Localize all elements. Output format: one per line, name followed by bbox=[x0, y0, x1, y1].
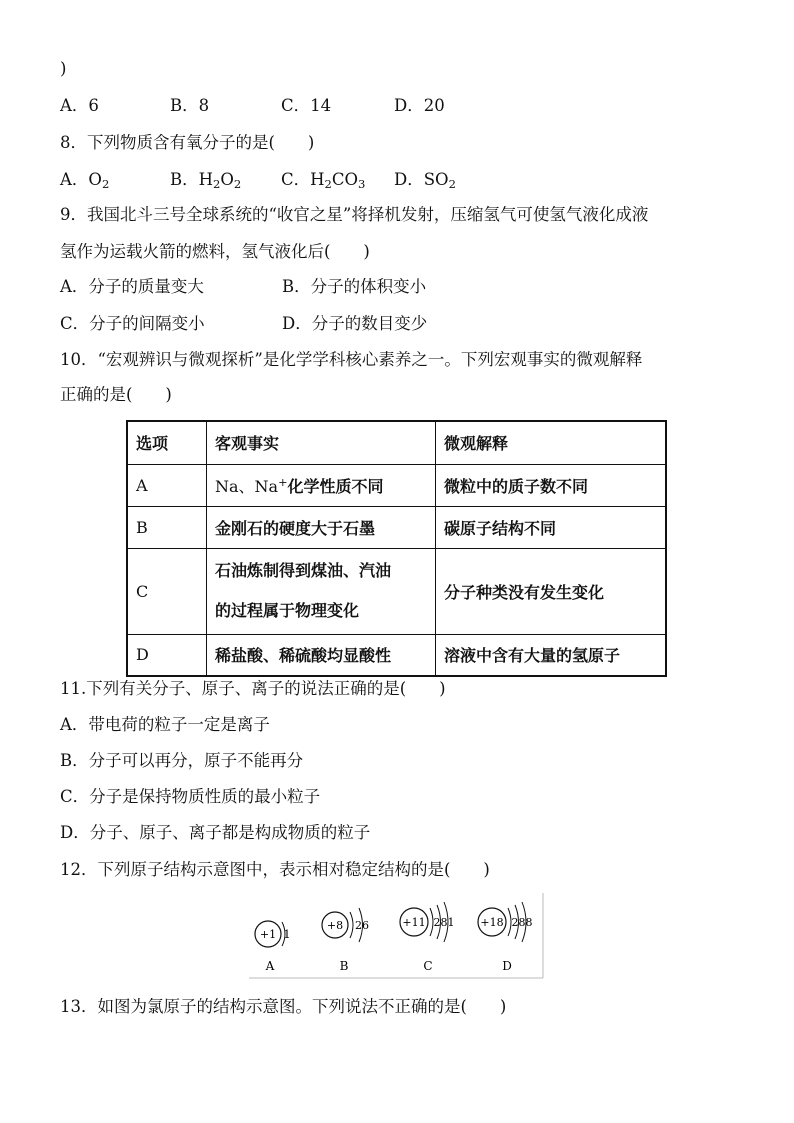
row-fact: 稀盐酸、稀硫酸均显酸性 bbox=[207, 634, 436, 676]
q9-option-c: C．分子的间隔变小 bbox=[60, 314, 205, 333]
table-header-row bbox=[127, 421, 666, 464]
atom-diagram-a bbox=[255, 921, 291, 973]
svg-text:+1: +1 bbox=[259, 928, 277, 941]
q7-stem-end: ) bbox=[60, 59, 67, 78]
q8-stem: 8．下列物质含有氧分子的是( ) bbox=[60, 133, 315, 152]
atom-diagram-b bbox=[322, 908, 369, 973]
q10-stem-line2: 正确的是( ) bbox=[60, 385, 172, 404]
table-row bbox=[127, 548, 666, 634]
atom-diagram-d bbox=[478, 902, 533, 973]
q7-option-d: D．20 bbox=[394, 96, 445, 115]
q7-option-c: C．14 bbox=[281, 96, 332, 115]
header-explanation: 微观解释 bbox=[436, 421, 667, 464]
q8-option-c: C．$H_2CO_3$ bbox=[281, 170, 366, 191]
row-explanation: 碳原子结构不同 bbox=[436, 506, 667, 548]
header-fact: 客观事实 bbox=[207, 421, 436, 464]
svg-text:281: 281 bbox=[433, 916, 455, 929]
table-row bbox=[127, 506, 666, 548]
q8-option-d: D．$SO_2$ bbox=[394, 170, 456, 191]
q8-option-a: A．$O_2$ bbox=[60, 170, 110, 191]
svg-text:D: D bbox=[502, 959, 512, 973]
q10-stem-line1: 10．“宏观辨识与微观探析”是化学学科核心素养之一。下列宏观事实的微观解释 bbox=[60, 350, 643, 369]
q9-stem-line1: 9．我国北斗三号全球系统的“收官之星”将择机发射，压缩氢气可使氢气液化成液 bbox=[60, 205, 649, 224]
row-explanation: 分子种类没有发生变化 bbox=[436, 548, 667, 634]
row-explanation: 溶液中含有大量的氢原子 bbox=[436, 634, 667, 676]
q11-option-a: A．带电荷的粒子一定是离子 bbox=[60, 715, 270, 734]
atom-structure-diagrams bbox=[248, 893, 544, 979]
q11-option-c: C．分子是保持物质性质的最小粒子 bbox=[60, 787, 321, 806]
svg-text:+11: +11 bbox=[402, 916, 426, 929]
q12-stem: 12．下列原子结构示意图中，表示相对稳定结构的是( ) bbox=[60, 860, 490, 879]
svg-text:A: A bbox=[265, 959, 275, 973]
row-option: A bbox=[127, 464, 207, 506]
svg-text:288: 288 bbox=[511, 916, 533, 929]
table-row bbox=[127, 464, 666, 506]
q9-option-d: D．分子的数目变少 bbox=[282, 314, 428, 333]
table-row bbox=[127, 634, 666, 676]
row-fact: 金刚石的硬度大于石墨 bbox=[207, 506, 436, 548]
row-fact: 石油炼制得到煤油、汽油 的过程属于物理变化 bbox=[207, 548, 436, 634]
q13-stem: 13．如图为氯原子的结构示意图。下列说法不正确的是( ) bbox=[60, 997, 507, 1016]
atom-diagram-c bbox=[400, 902, 455, 973]
q11-stem: 11.下列有关分子、原子、离子的说法正确的是( ) bbox=[60, 679, 446, 698]
row-fact: Na、Na+化学性质不同 bbox=[207, 464, 436, 506]
svg-text:B: B bbox=[339, 959, 349, 973]
q7-option-a: A．6 bbox=[60, 96, 99, 115]
svg-text:+8: +8 bbox=[326, 919, 344, 932]
row-explanation: 微粒中的质子数不同 bbox=[436, 464, 667, 506]
q7-option-b: B．8 bbox=[170, 96, 210, 115]
row-option: D bbox=[127, 634, 207, 676]
svg-text:C: C bbox=[423, 959, 433, 973]
svg-text:26: 26 bbox=[355, 919, 369, 932]
svg-text:+18: +18 bbox=[480, 916, 504, 929]
svg-text:1: 1 bbox=[283, 928, 291, 941]
q11-option-d: D．分子、原子、离子都是构成物质的粒子 bbox=[60, 823, 371, 842]
q9-option-b: B．分子的体积变小 bbox=[282, 277, 427, 296]
q8-option-b: B．$H_2O_2$ bbox=[170, 170, 242, 191]
q9-stem-line2: 氢作为运载火箭的燃料，氢气液化后( ) bbox=[60, 242, 370, 261]
row-option: B bbox=[127, 506, 207, 548]
row-option: C bbox=[127, 548, 207, 634]
q9-option-a: A．分子的质量变大 bbox=[60, 277, 204, 296]
q11-option-b: B．分子可以再分，原子不能再分 bbox=[60, 751, 304, 770]
header-option: 选项 bbox=[127, 421, 207, 464]
q10-table bbox=[126, 420, 667, 677]
